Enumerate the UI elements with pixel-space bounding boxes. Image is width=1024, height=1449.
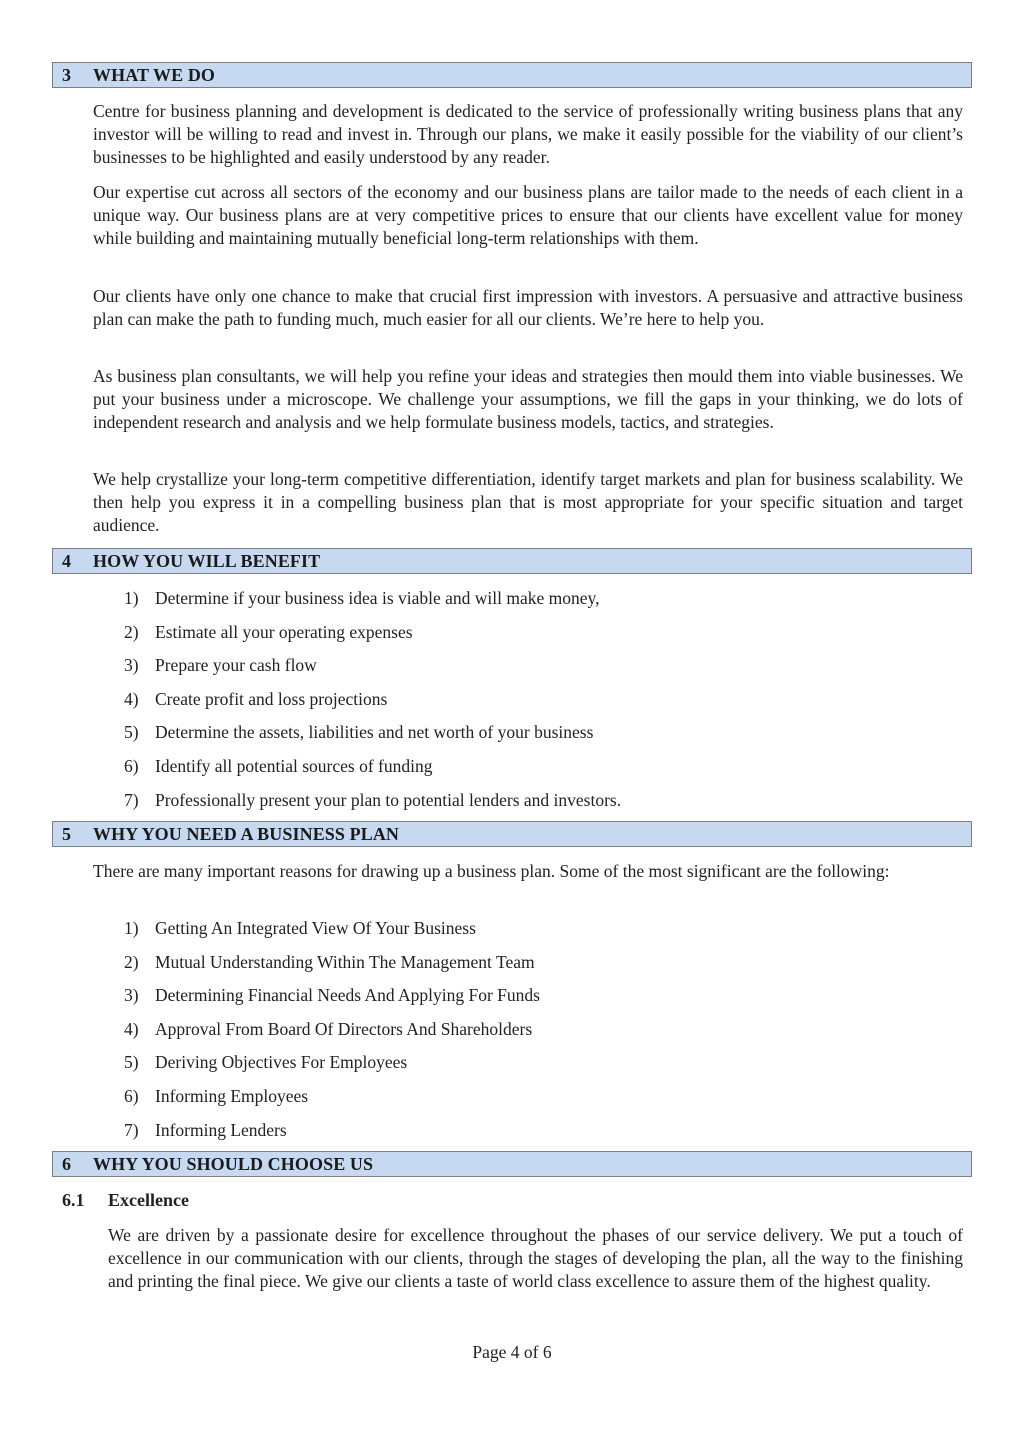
section-title: HOW YOU WILL BENEFIT [93, 551, 321, 571]
list-item: 5) Determine the assets, liabilities and net worth of your business [124, 722, 594, 743]
paragraph: Our expertise cut across all sectors of the economy and our business plans are tailor made to the needs of each client in a unique way. Our business plans are at very competitive prices to ensure that our clients have excellent value for money while building and maintaining mutually beneficial long-term relationships with them. [93, 182, 963, 248]
paragraph: There are many important reasons for drawing up a business plan. Some of the most significant are the following: [93, 861, 890, 881]
paragraph: Centre for business planning and development is dedicated to the service of professionally writing business plans that any investor will be willing to read and invest in. Through our plans, we make it easily possible for the viability of our client’s businesses to be highlighted and easily understood by any reader. [93, 101, 963, 167]
list-item: 6) Identify all potential sources of funding [124, 755, 433, 776]
list-item: 1) Determine if your business idea is viable and will make money, [124, 588, 600, 608]
list-item: 7) Informing Lenders [124, 1119, 287, 1140]
section-title: WHY YOU SHOULD CHOOSE US [93, 1154, 374, 1174]
subsection-title: Excellence [108, 1190, 189, 1210]
list-item: 2) Estimate all your operating expenses [124, 621, 413, 642]
list-item: 7) Professionally present your plan to potential lenders and investors. [124, 789, 622, 810]
section-6-header [52, 1151, 972, 1177]
section-title: WHAT WE DO [93, 65, 216, 85]
benefit-list [124, 587, 964, 822]
reasons-list [124, 917, 964, 1152]
page-number: Page 4 of 6 [472, 1342, 552, 1362]
section-3-header [52, 62, 972, 88]
subsection-number: 6.1 [62, 1190, 85, 1210]
section-number: 6 [62, 1154, 71, 1174]
list-item: 3) Determining Financial Needs And Applying For Funds [124, 985, 540, 1006]
section-number: 5 [62, 824, 71, 844]
list-item: 5) Deriving Objectives For Employees [124, 1052, 408, 1073]
list-item: 4) Approval From Board Of Directors And Shareholders [124, 1018, 533, 1039]
list-item: 6) Informing Employees [124, 1085, 309, 1106]
section-5-header [52, 821, 972, 847]
list-item: 3) Prepare your cash flow [124, 655, 317, 676]
section-number: 3 [62, 65, 71, 85]
list-item: 1) Getting An Integrated View Of Your Business [124, 918, 476, 938]
paragraph: As business plan consultants, we will help you refine your ideas and strategies then mould them into viable businesses. We put your business under a microscope. We challenge your assumptions, we fill the gaps in your thinking, we do lots of independent research and analysis and we help formulate business models, tactics, and strategies. [93, 366, 963, 432]
list-item: 4) Create profit and loss projections [124, 688, 388, 709]
paragraph: We are driven by a passionate desire for excellence throughout the phases of our service delivery. We put a touch of excellence in our communication with our clients, through the stages of developing the plan, all the way to the finishing and printing the final piece. We give our clients a taste of world class excellence to assure them of the highest quality. [108, 1225, 963, 1291]
section-4-header [52, 548, 972, 574]
section-title: WHY YOU NEED A BUSINESS PLAN [93, 824, 400, 844]
list-item: 2) Mutual Understanding Within The Management Team [124, 951, 535, 972]
paragraph: We help crystallize your long-term competitive differentiation, identify target markets and plan for business scalability. We then help you express it in a compelling business plan that is most appropriate for your specific situation and target audience. [93, 469, 963, 535]
paragraph: Our clients have only one chance to make that crucial first impression with investors. A persuasive and attractive business plan can make the path to funding much, much easier for all our clients. We’re here to help you. [93, 286, 963, 329]
section-number: 4 [62, 551, 71, 571]
